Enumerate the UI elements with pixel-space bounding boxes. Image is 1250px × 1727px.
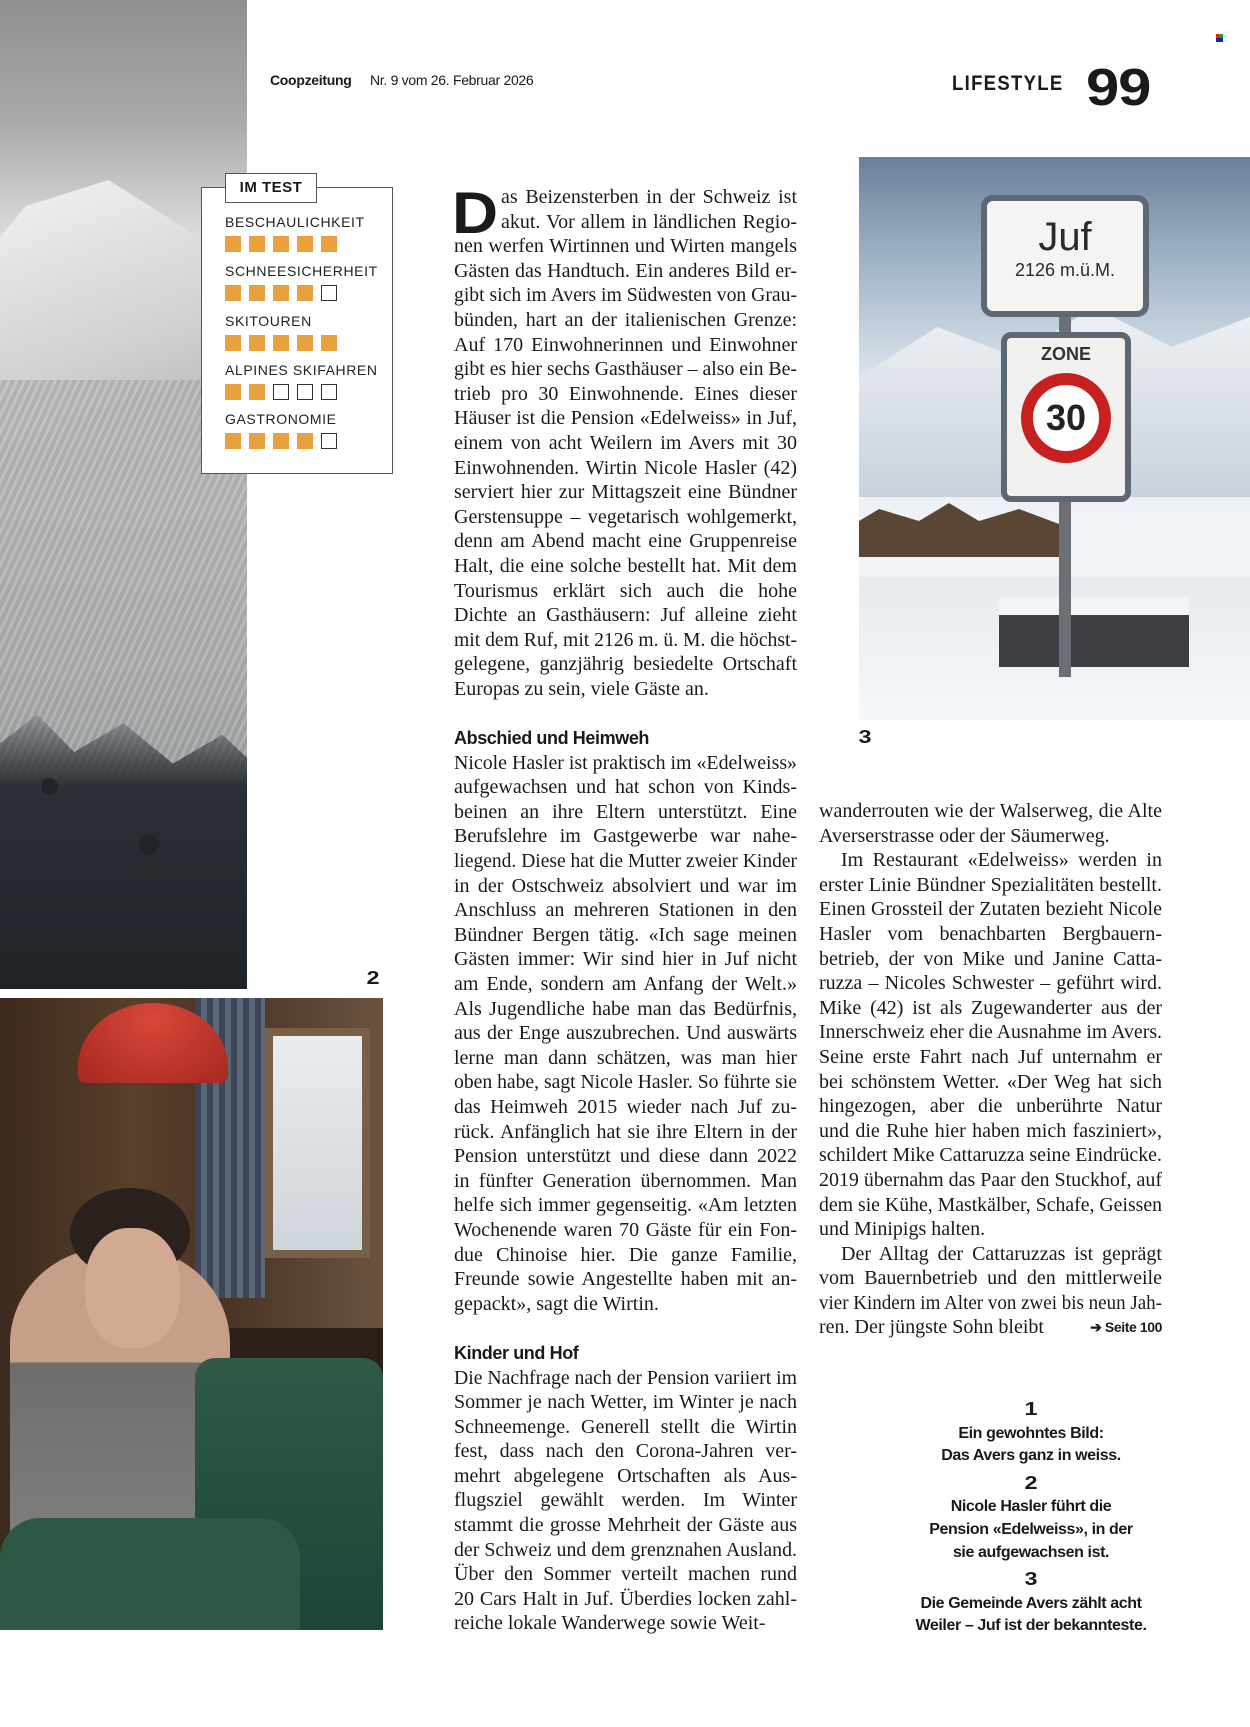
rating-square-filled — [321, 335, 337, 351]
text-line — [454, 1243, 797, 1268]
caption-line: Das Avers ganz in weiss. — [941, 1447, 1121, 1465]
caption-line: Nicole Hasler führt die — [950, 1498, 1112, 1516]
caption-line: Weiler – Juf ist der bekannteste. — [915, 1617, 1147, 1635]
text-line-content: reiche lokale Wanderwege sowie Weit- — [454, 1612, 766, 1635]
text-line — [819, 1193, 1162, 1218]
text-line-content: schildert Mike Cattaruzza seine Eindrücke. — [819, 1144, 1162, 1167]
text-line-content: hingezogen, aber die unberührte Natur — [819, 1095, 1162, 1118]
issue-info: Nr. 9 vom 26. Februar 2026 — [370, 72, 534, 88]
text-line-content: Berufslehre im Gastgewerbe war nahe- — [454, 825, 797, 848]
text-line — [454, 849, 797, 874]
text-line-content: Als Jugendliche habe man das Bedürfnis, — [454, 997, 797, 1020]
caption-line: sie aufgewachsen ist. — [952, 1543, 1110, 1561]
text-line — [454, 185, 797, 210]
text-line — [454, 382, 797, 407]
text-line-content: Anschluss an mehreren Stationen in den — [454, 899, 797, 922]
text-line — [819, 1143, 1162, 1168]
text-line — [454, 1587, 797, 1612]
text-line-content: 2019 übernahm das Paar den Stuckhof, auf — [819, 1168, 1162, 1191]
text-line — [454, 1267, 797, 1292]
rating-label: SCHNEESICHERHEIT — [225, 263, 378, 280]
text-line-content: vom Bauernbetrieb und den mittlerweile — [819, 1267, 1162, 1290]
photo-label-2: 2 — [366, 968, 380, 988]
text-line — [454, 652, 797, 677]
text-line — [454, 947, 797, 972]
text-line-content: und Minipigs halten. — [819, 1218, 986, 1241]
text-line — [819, 1242, 1162, 1267]
text-line-content: Auf 170 Einwohnerinnen und Einwohner — [454, 333, 797, 356]
rating-square-filled — [225, 236, 241, 252]
text-line — [819, 1094, 1162, 1119]
text-line — [454, 357, 797, 382]
article-column-1 — [452, 181, 797, 1636]
text-line-content: in der Ostschweiz absolviert und war im — [454, 874, 797, 897]
text-line — [454, 677, 797, 702]
text-line — [819, 897, 1162, 922]
rating-square-empty — [321, 384, 337, 400]
text-line — [454, 1464, 797, 1489]
rating-label: ALPINES SKIFAHREN — [225, 361, 378, 378]
photo-snowy-mountain-slope — [0, 0, 247, 989]
text-line-content: Innerschweiz eher die Ausnahme im Avers. — [819, 1021, 1162, 1044]
text-line-content: Hasler vom benachbarten Bergbauern- — [819, 922, 1162, 945]
caption-number: 2 — [1024, 1472, 1038, 1493]
text-line — [454, 406, 797, 431]
publication-name: Coopzeitung — [270, 72, 352, 88]
subheading — [454, 726, 797, 751]
photo-label-3: 3 — [858, 727, 872, 747]
rating-square-filled — [321, 236, 337, 252]
text-line — [819, 922, 1162, 947]
text-line — [819, 824, 1162, 849]
text-line — [454, 1513, 797, 1538]
text-line — [454, 1488, 797, 1513]
text-line-content: gelegene, ganzjährig besiedelte Ortschaft — [454, 653, 797, 676]
text-line — [819, 1266, 1162, 1291]
text-line — [454, 923, 797, 948]
text-line — [819, 1168, 1162, 1193]
rating-square-filled — [273, 335, 289, 351]
text-line-content: stammt die grosse Mehrheit der Gäste aus — [454, 1514, 797, 1537]
text-line-content: gibt sich im Avers im Südwesten von Grau- — [454, 284, 797, 307]
caption-number: 1 — [1024, 1399, 1038, 1419]
text-line — [454, 1611, 797, 1636]
text-line-content: aus der Enge auszubrechen. Und auswärts — [454, 1022, 797, 1045]
rating-square-filled — [225, 433, 241, 449]
text-line-content: Wochenende waren 70 Gäste für ein Fon- — [454, 1218, 797, 1241]
text-line-content: und die Ruhe hier haben mich fasziniert», — [819, 1119, 1162, 1142]
text-line-content: dem sie Kühe, Mastkälber, Schafe, Geissen — [819, 1193, 1162, 1216]
text-line — [454, 1439, 797, 1464]
text-line — [454, 1538, 797, 1563]
caption-line: Die Gemeinde Avers zählt acht — [920, 1594, 1142, 1612]
rating-square-filled — [273, 236, 289, 252]
photo-captions — [880, 1398, 1182, 1638]
text-line-content: oben habe, sagt Nicole Hasler. So führte sie — [454, 1071, 797, 1094]
text-line — [454, 1562, 797, 1587]
text-line-content: bei schönstem Wetter. «Der Weg hat sich — [819, 1070, 1162, 1093]
text-line-content: serviert hier zur Mittagszeit eine Bündner — [454, 481, 797, 504]
green-chair-front — [0, 1518, 300, 1630]
text-line-content: 20 Cars Halt in Juf. Überdies locken zahl- — [454, 1587, 797, 1610]
text-line — [819, 799, 1162, 824]
window — [265, 1028, 370, 1258]
text-line — [819, 996, 1162, 1021]
text-line-content: vier Kindern im Alter von zwei bis neun Jah- — [819, 1291, 1162, 1314]
text-line — [454, 972, 797, 997]
text-line-content: Bündner Bergen tätig. «Ich sage meinen — [454, 923, 797, 946]
text-line-content: flugsziel gewählt werden. Im Winter — [454, 1489, 797, 1512]
text-line-content: ruzza – Nicoles Schwester – geführt wird. — [819, 972, 1162, 995]
text-line — [454, 874, 797, 899]
text-line-content: der Schweiz und dem grenznahen Ausland. — [454, 1538, 797, 1561]
rating-square-filled — [297, 285, 313, 301]
text-line — [454, 505, 797, 530]
text-line-content: ren. Der jüngste Sohn bleibt — [819, 1316, 1044, 1339]
text-line-content: mit dem Ruf, mit 2126 m. ü. M. die höchst- — [454, 628, 797, 651]
text-line — [454, 554, 797, 579]
rating-square-filled — [273, 285, 289, 301]
text-line-content: Halt, die eine solche bestellt hat. Mit dem — [454, 554, 797, 577]
text-line-content: Der Alltag der Cattaruzzas ist geprägt — [841, 1242, 1162, 1265]
text-line-content: bünden, hart an der italienischen Grenze: — [454, 308, 797, 331]
rating-square-filled — [225, 335, 241, 351]
text-line — [454, 997, 797, 1022]
rating-square-filled — [249, 433, 265, 449]
subheading-text: Kinder und Hof — [454, 1342, 579, 1363]
text-line — [819, 873, 1162, 898]
text-line-content: rück. Anfänglich hat sie ihre Eltern in der — [454, 1120, 797, 1143]
rating-row — [225, 313, 345, 356]
text-line-content: akut. Vor allem in ländlichen Regio- — [501, 210, 797, 233]
text-line-content: gibt es hier sechs Gasthäuser – also ein Be- — [454, 358, 797, 381]
text-line — [454, 824, 797, 849]
text-line-content: Häuser ist die Pension «Edelweiss» in Juf, — [454, 407, 797, 430]
text-line-content: mehrt abgelegene Ortschaften als Aus- — [454, 1464, 797, 1487]
text-line-content: Pension unterstützt und diese dann 2022 — [454, 1145, 797, 1168]
speed-limit: 30 — [1021, 373, 1111, 463]
rating-row — [225, 263, 378, 306]
rating-label: GASTRONOMIE — [225, 411, 337, 428]
text-line — [454, 628, 797, 653]
rating-square-filled — [225, 384, 241, 400]
caption-number: 3 — [1024, 1569, 1038, 1590]
text-line — [454, 333, 797, 358]
text-line — [454, 579, 797, 604]
text-line-content: fest, dass nach den Corona-Jahren ver- — [454, 1440, 797, 1463]
section-title: LIFESTYLE — [952, 72, 1064, 95]
caption-line: Pension «Edelweiss», in der — [929, 1520, 1133, 1538]
text-line — [819, 1070, 1162, 1095]
text-line-content: lerne man dann schätzen, was man hier — [454, 1046, 797, 1069]
rating-square-filled — [225, 285, 241, 301]
text-line-content: denn am Abend macht eine Gruppenreise — [454, 530, 797, 553]
article-column-2 — [819, 799, 1162, 1340]
text-line — [454, 259, 797, 284]
color-registration-mark — [1216, 34, 1223, 42]
text-line — [454, 1415, 797, 1440]
snow-covered-box — [999, 597, 1189, 667]
place-name: Juf — [1038, 215, 1092, 259]
text-line-content: Freunde sowie Angestellte haben mit an- — [454, 1268, 797, 1291]
text-line — [454, 1366, 797, 1391]
text-line — [819, 848, 1162, 873]
text-line-content: beinen an ihre Eltern unterstützt. Eine — [454, 800, 797, 823]
text-line — [454, 456, 797, 481]
face — [85, 1228, 180, 1348]
text-line — [454, 800, 797, 825]
text-line-content: Gerstensuppe – vegetarisch wohlgemerkt, — [454, 505, 797, 528]
text-line — [454, 480, 797, 505]
caption-line: Ein gewohntes Bild: — [958, 1424, 1104, 1442]
text-line-content: das Heimweh 2015 wieder nach Juf zu- — [454, 1095, 797, 1118]
text-line — [819, 1119, 1162, 1144]
text-line — [454, 431, 797, 456]
rating-row — [225, 362, 378, 405]
text-line-content: Einwohnenden. Wirtin Nicole Hasler (42) — [454, 456, 797, 479]
text-line — [454, 1169, 797, 1194]
text-line-content: Schneemenge. Generell stellt die Wirtin — [454, 1415, 797, 1438]
text-line-content: Über den Sommer verteilt machen rund — [454, 1563, 797, 1586]
text-line — [454, 1218, 797, 1243]
text-line-content: Sommer je nach Wetter, im Winter je nach — [454, 1391, 797, 1414]
text-line — [454, 1021, 797, 1046]
text-line — [454, 751, 797, 776]
text-line — [454, 1095, 797, 1120]
text-line — [819, 1315, 1162, 1340]
photo-nicole-hasler — [0, 998, 383, 1630]
text-line-content: wanderrouten wie der Walserweg, die Alte — [819, 800, 1162, 822]
text-line — [819, 947, 1162, 972]
text-line — [454, 308, 797, 333]
text-line — [454, 1193, 797, 1218]
text-line-content: helfe sich immer gegenseitig. «Am letzten — [454, 1194, 797, 1217]
rating-label: BESCHAULICHKEIT — [225, 214, 365, 230]
text-line — [454, 1144, 797, 1169]
text-line — [454, 1390, 797, 1415]
rating-square-empty — [273, 384, 289, 400]
rating-row — [225, 214, 365, 257]
rating-square-filled — [249, 335, 265, 351]
rating-square-filled — [249, 285, 265, 301]
caption — [880, 1568, 1182, 1638]
speed-zone-sign — [1001, 332, 1131, 502]
text-line-content: erster Linie Bündner Spezialitäten bestellt. — [819, 873, 1162, 896]
rating-row — [225, 411, 345, 454]
text-line — [454, 1070, 797, 1095]
text-line — [454, 1120, 797, 1145]
rating-label: SKITOUREN — [225, 312, 312, 329]
text-line — [819, 971, 1162, 996]
text-line-content: Gästen immer: Wir sind hier in Juf nicht — [454, 948, 797, 971]
text-line — [454, 234, 797, 259]
text-line-content: Im Restaurant «Edelweiss» werden in — [841, 849, 1162, 872]
rating-box-title: IM TEST — [225, 173, 317, 203]
rating-square-empty — [297, 384, 313, 400]
text-line — [454, 603, 797, 628]
rating-square-filled — [273, 433, 289, 449]
rating-square-filled — [297, 236, 313, 252]
text-line-content: Averserstrasse oder der Säumerweg. — [819, 824, 1110, 847]
text-line-content: Dichte an Gasthäusern: Juf alleine zieht — [454, 604, 797, 627]
text-line — [454, 1292, 797, 1317]
rating-square-filled — [249, 384, 265, 400]
text-line — [454, 210, 797, 235]
place-sign — [981, 195, 1149, 317]
text-line-content: einem von acht Weilern im Avers mit 30 — [454, 431, 797, 454]
photo-juf-sign — [859, 157, 1250, 720]
village-huts — [859, 497, 1059, 557]
text-line-content: am Ende, sondern am Anfang der Welt.» — [454, 973, 797, 995]
text-line-content: Europas zu sein, viele Gäste an. — [454, 677, 709, 700]
text-line — [454, 898, 797, 923]
text-line-content: Nicole Hasler ist praktisch im «Edelweiss» — [454, 751, 797, 774]
text-line-content: nen werfen Wirtinnen und Wirten mangels — [454, 235, 797, 258]
subheading — [454, 1341, 797, 1366]
text-line-content: Gästen das Handtuch. Ein anderes Bild er- — [454, 259, 797, 282]
rating-square-filled — [297, 335, 313, 351]
text-line-content: liegend. Diese hat die Mutter zweier Kinder — [454, 850, 797, 873]
text-line-content: betrieb, der von Mike und Janine Catta- — [819, 947, 1162, 970]
rating-box — [201, 187, 393, 474]
text-line-content: Die Nachfrage nach der Pension variiert im — [454, 1366, 797, 1389]
text-line-content: gepackt», sagt die Wirtin. — [454, 1292, 659, 1315]
text-line-content: trieb pro 30 Einwohnende. Eines dieser — [454, 382, 797, 405]
text-line-content: Seine erste Fahrt nach Juf unternahm er — [819, 1045, 1162, 1068]
text-line-content: Einen Grossteil der Zutaten bezieht Nicole — [819, 898, 1162, 921]
text-line — [819, 1020, 1162, 1045]
forest — [0, 700, 247, 989]
text-line-content: as Beizensterben in der Schweiz ist — [501, 186, 797, 208]
caption — [880, 1398, 1182, 1468]
text-line — [819, 1291, 1162, 1316]
text-line — [454, 529, 797, 554]
drop-cap: D — [452, 181, 499, 246]
subheading-text: Abschied und Heimweh — [454, 728, 650, 749]
text-line — [454, 283, 797, 308]
caption — [880, 1472, 1182, 1564]
text-line-content: Tourismus erklärt sich auch die hohe — [454, 579, 797, 602]
text-line-content: Mike (42) ist als Zugewanderter aus der — [819, 996, 1162, 1019]
rating-square-empty — [321, 433, 337, 449]
text-line — [454, 1046, 797, 1071]
continued-link[interactable]: ➔ Seite 100 — [1090, 1319, 1162, 1336]
zone-label: ZONE — [1040, 344, 1091, 364]
text-line — [819, 1045, 1162, 1070]
text-line — [819, 1217, 1162, 1242]
page-number: 99 — [1086, 59, 1151, 117]
text-line-content: aufgewachsen und hat schon von Kinds- — [454, 776, 797, 799]
text-line — [454, 775, 797, 800]
text-line-content: due Chinoise hier. Die ganze Familie, — [454, 1243, 797, 1266]
rating-square-filled — [249, 236, 265, 252]
rating-square-filled — [297, 433, 313, 449]
altitude: 2126 m.ü.M. — [1014, 260, 1116, 280]
text-line-content: in fünfter Generation übernommen. Man — [454, 1169, 797, 1192]
rating-square-empty — [321, 285, 337, 301]
